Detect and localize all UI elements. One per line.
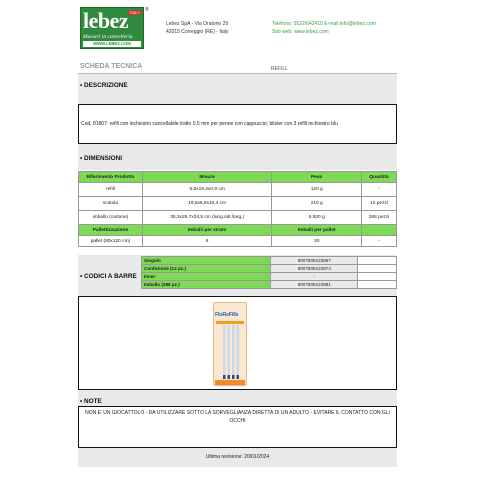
barcodes-table bbox=[141, 256, 397, 289]
notes-box bbox=[78, 406, 397, 448]
table-row bbox=[142, 257, 397, 265]
revision-date: Ultima revisione: 20/01/2024 bbox=[205, 454, 270, 460]
empty-cell bbox=[358, 273, 397, 281]
table-cell: 12 pezzi bbox=[362, 197, 397, 211]
table-cell: 6 bbox=[142, 236, 272, 247]
pallet-header-row bbox=[79, 225, 397, 236]
table-cell: 35,3x25,7x34,5 cm (lung./alt./larg.) bbox=[142, 211, 272, 225]
document-title: SCHEDA TECNICA bbox=[80, 63, 143, 70]
table-cell: - bbox=[362, 236, 397, 247]
table-row bbox=[142, 265, 397, 273]
empty-cell bbox=[358, 265, 397, 273]
barcode-label: Singolo bbox=[142, 257, 271, 265]
empty-cell bbox=[358, 281, 397, 289]
table-cell: imballo (cartone) bbox=[79, 211, 143, 225]
product-image-box bbox=[78, 296, 397, 390]
product-category: REFILL bbox=[271, 66, 288, 72]
product-brand-label: FloReFills bbox=[215, 312, 239, 318]
product-blister bbox=[213, 302, 247, 386]
dimensions-section-bg bbox=[78, 144, 397, 170]
description-section-bg bbox=[78, 74, 397, 104]
footer-bar bbox=[78, 448, 397, 467]
refill-pens-icon bbox=[214, 303, 246, 387]
table-row bbox=[79, 183, 397, 197]
description-box bbox=[78, 104, 397, 144]
header-cell: Pallettizzazione bbox=[79, 225, 143, 236]
table-cell: 288 pezzi bbox=[362, 211, 397, 225]
description-text: Cod. 81807: refill con inchiostro cancellabile tratto 0,5 mm per penne con cappuccio; blister con 3 refill inchiostro blu bbox=[81, 121, 338, 127]
barcode-label: Imballo (288 pz.) bbox=[142, 281, 271, 289]
header-cell bbox=[362, 225, 397, 236]
empty-cell bbox=[358, 257, 397, 265]
logo-subtitle: Maestri in cancelleria bbox=[83, 34, 133, 40]
header-cell: Imballi per strato bbox=[142, 225, 272, 236]
table-cell: 30 bbox=[272, 236, 362, 247]
table-row bbox=[142, 273, 397, 281]
table-cell: 19,5x5,9x10,4 cm bbox=[142, 197, 272, 211]
dimensions-table bbox=[78, 171, 397, 247]
header-cell: Riferimento Prodotto bbox=[79, 172, 143, 183]
description-heading: • DESCRIZIONE bbox=[80, 82, 128, 89]
header-cell: Misure bbox=[142, 172, 272, 183]
table-cell: 210 g bbox=[272, 197, 362, 211]
dimensions-header-row bbox=[79, 172, 397, 183]
logo-wordmark: lebez bbox=[83, 8, 129, 33]
header-cell: Imballi per pallet bbox=[272, 225, 362, 236]
table-cell: 120 g bbox=[272, 183, 362, 197]
title-bar bbox=[78, 62, 397, 74]
dimensions-heading: • DIMENSIONI bbox=[80, 155, 123, 162]
table-cell: pallet (80x120 cm) bbox=[79, 236, 143, 247]
barcodes-heading: • CODICI A BARRE bbox=[80, 273, 137, 280]
notes-heading: • NOTE bbox=[80, 398, 102, 405]
notes-section-bg bbox=[78, 390, 397, 406]
company-address bbox=[166, 20, 229, 36]
address-line-1: Lebez SpA - Via Oratorio 29 bbox=[166, 21, 229, 27]
header-cell: Peso bbox=[272, 172, 362, 183]
logo-website: WWW.LEBEZ.COM bbox=[83, 41, 141, 47]
barcode-label: Inner bbox=[142, 273, 271, 281]
contact-line-2: Sito web: www.lebez.com bbox=[272, 29, 329, 35]
barcode-label: Confezione (12 pz.) bbox=[142, 265, 271, 273]
logo-italy-tag: ITALY bbox=[129, 10, 140, 15]
table-row bbox=[79, 211, 397, 225]
company-logo bbox=[80, 7, 144, 49]
table-row bbox=[79, 236, 397, 247]
barcode-value: 8007509123881 bbox=[271, 281, 358, 289]
table-cell: 5,8x19,4x0,9 cm bbox=[142, 183, 272, 197]
header-cell: Quantità bbox=[362, 172, 397, 183]
table-cell: refill bbox=[79, 183, 143, 197]
company-contacts bbox=[272, 20, 376, 36]
barcode-value: 8007509123874 bbox=[271, 265, 358, 273]
address-line-2: 42015 Correggio (RE) - Italy bbox=[166, 29, 229, 35]
table-cell: - bbox=[362, 183, 397, 197]
barcode-value: - bbox=[271, 273, 358, 281]
table-row bbox=[79, 197, 397, 211]
table-row bbox=[142, 281, 397, 289]
barcode-value: 8007509123867 bbox=[271, 257, 358, 265]
trademark-symbol: ® bbox=[145, 7, 149, 13]
table-cell: scatola bbox=[79, 197, 143, 211]
notes-text: NON E' UN GIOCATTOLO - DA UTILIZZARE SOTTO LA SORVEGLIANZA DIRETTA DI UN ADULTO - EVITARE IL CONTATTO CON GLI OCCHI bbox=[85, 410, 390, 424]
contact-line-1: Telefono: 0522/642410 E-mail:info@lebez.com bbox=[272, 21, 376, 27]
table-cell: 5.920 g bbox=[272, 211, 362, 225]
